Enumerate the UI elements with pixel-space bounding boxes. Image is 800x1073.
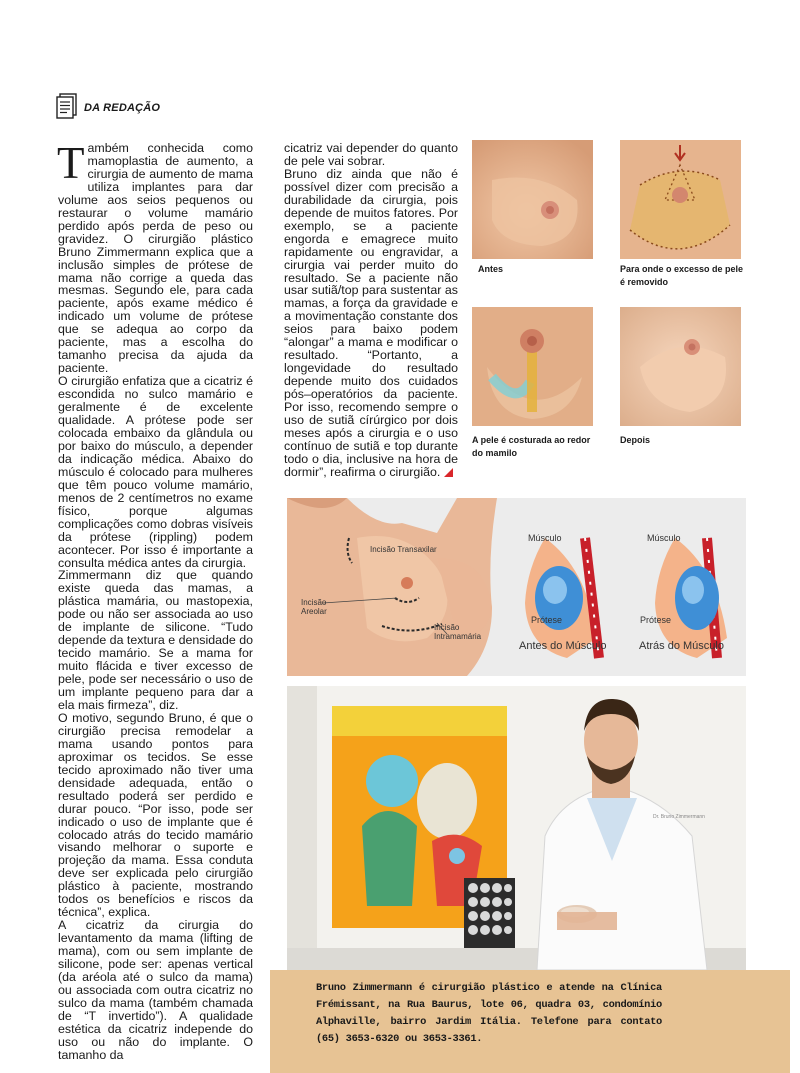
step-caption: Para onde o excesso de pele é removido xyxy=(620,264,744,287)
end-mark-icon xyxy=(444,468,453,477)
coat-name-tag: Dr. Bruno Zimmermann xyxy=(653,814,705,820)
bio-caption: Bruno Zimmermann é cirurgião plástico e atende na Clínica Frémissant, na Rua Baurus, lote 06, quadra 03, condomínio Alphaville, bairro Jardim Itália. Telefone para contato (65) 3653-6320 ou 3653-3361. xyxy=(316,982,662,1045)
section-label: DA REDAÇÃO xyxy=(84,102,161,114)
step-caption: A pele é costurada ao redor do mamilo xyxy=(472,435,591,458)
step-photo-before xyxy=(472,140,593,259)
doctor-photo xyxy=(287,686,746,970)
step-caption: Antes xyxy=(478,264,504,274)
incision-diagram xyxy=(287,498,746,676)
paragraph: O motivo, segundo Bruno, é que o cirurgião precisa remodelar a mama usando pontos para aproximar os tecidos. Se esse tecido aproximado não tiver uma densidade adequada, então o resultado poderá ser perdido e durar pouco. “Por isso, pode ser indicado o uso de implante que é colocado atrás do tecido mamário visando melhorar o suporte e projeção da mama. Essa conduta deve ser explicada pelo cirurgião plástico à paciente, mostrando todos os benefícios e riscos da técnica”, explica. xyxy=(58,710,253,920)
document-icon xyxy=(56,93,78,124)
panel-title: Antes do Músculo xyxy=(519,640,607,652)
panel-title: Atrás do Músculo xyxy=(639,640,724,652)
step-photo-after xyxy=(620,307,741,426)
paragraph: cicatriz vai depender do quanto de pele vai sobrar. xyxy=(284,141,458,168)
step-photo-markings xyxy=(620,140,741,259)
article-column-2 xyxy=(284,142,458,479)
step-caption: Depois xyxy=(620,435,651,445)
label-transaxilar: Incisão Transaxilar xyxy=(370,545,437,554)
paragraph: Bruno diz ainda que não é possível dizer com precisão a durabilidade da cirurgia, pois depende de muitos fatores. Por exemplo, se a paciente engorda e emagrece muito rapidamente ou engravidar, a cirurgia vai perder muito do resultado. Se a paciente não usar sutiã/top para sustentar as mamas, a força da gravidade e a movimentação constante dos seios para baixo podem “alongar” a mama e modificar o resultado. “Portanto, a longevidade do resultado depende muito dos cuidados pós–operatórios da paciente. Por isso, recomendo sempre o uso de sutiã círúrgico por dois meses após a cirurgia e o uso contínuo de sutiã e top durante todo o dia, inclusive na hora de dormir”, reafirma o cirurgião. xyxy=(284,166,458,479)
label-protese: Prótese xyxy=(531,615,563,625)
drop-cap: T xyxy=(57,138,85,188)
label-inframamaria: Incisão Intramamária xyxy=(434,623,482,641)
paragraph: O cirurgião enfatiza que a cicatriz é escondida no sulco mamário e geralmente é de excelente qualidade. A prótese pode ser colocada embaixo da glândula ou por baixo do músculo, a depender da indicação médica. Abaixo do músculo é colocado para mulheres que têm pouco volume mamário, menos de 2 centímetros no exame físico, porque algumas complicações como dobras visíveis da prótese (rippling) podem acontecer. Por isso é importante a consulta médica antes da cirurgia. xyxy=(58,374,253,570)
label-musculo: Músculo xyxy=(647,533,681,543)
implant-tray xyxy=(464,878,515,948)
article-column-1 xyxy=(57,138,253,1062)
label-areolar: Incisão Areolar xyxy=(301,598,327,616)
label-protese: Prótese xyxy=(640,615,672,625)
paragraph: Zimmermann diz que quando existe queda das mamas, a plástica mamária, ou mastopexia, pode ou não ser associada ao uso de implante de silicone. “Tudo depende da textura e densidade do tecido mamário. Se a mama for muito flácida e tiver excesso de pele, pode ser necessário o uso de um implante pequeno para dar a ela mais firmeza”, diz. xyxy=(58,568,253,712)
section-header xyxy=(56,95,160,121)
paragraph: Também conhecida como mamoplastia de aumento, a cirurgia de aumento de mama utiliza implantes para dar volume aos seios pequenos ou restaurar o volume mamário perdido após perda de peso ou gravidez. O cirurgião plástico Bruno Zimmermann explica que a inclusão simples de prótese de mama não corrige a queda das mesmas. Segundo ele, para cada paciente, após exame médico é indicado um volume de prótese que se adequa ao corpo da paciente, mas a escolha do tamanho precisa da ajuda da paciente. xyxy=(57,138,253,376)
label-musculo: Músculo xyxy=(528,533,562,543)
paragraph: A cicatriz da cirurgia do levantamento da mama (lifting de mama), com ou sem implante de silicone, pode ser: apenas vertical (da aréola até o sulco da mama) ou associada com outra cicatriz no sulco da mama (também chamada de “T invertido”). A qualidade estética da cicatriz independe do uso ou não do implante. O tamanho da xyxy=(58,918,253,1062)
step-photo-sutured xyxy=(472,307,593,426)
